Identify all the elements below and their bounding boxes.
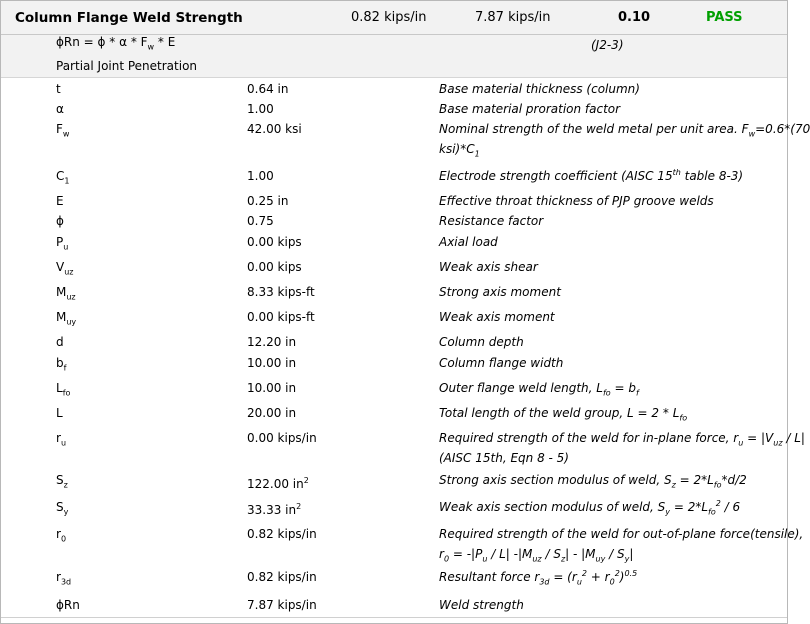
param-description-cont: $ksi)*C_1$ xyxy=(439,142,480,159)
param-description: Strong axis moment xyxy=(439,285,561,299)
param-value: 12.20 in xyxy=(247,335,297,349)
joint-type: Partial Joint Penetration xyxy=(56,59,198,73)
param-symbol: $r_0$ xyxy=(56,527,67,544)
param-description: Base material thickness (column) xyxy=(439,82,640,96)
formula-section xyxy=(1,35,787,78)
capacity-formula: $\phi Rn = \phi * \alpha * F_w * E$ xyxy=(56,35,176,52)
param-symbol: t xyxy=(56,82,61,96)
param-description: Weld strength xyxy=(439,598,524,612)
param-description-cont: (AISC 15th, Eqn 8 - 5) xyxy=(439,451,569,465)
param-value: 20.00 in xyxy=(247,406,297,420)
param-symbol: $M_{uz}$ xyxy=(56,285,76,302)
param-symbol: $F_w$ xyxy=(56,122,70,139)
param-symbol: $S_y$ xyxy=(56,500,69,517)
param-symbol: α xyxy=(56,102,64,116)
param-value: 10.00 in xyxy=(247,356,297,370)
param-symbol: $P_u$ xyxy=(56,235,69,252)
param-symbol: $M_{uy}$ xyxy=(56,310,77,327)
param-symbol: ϕ xyxy=(56,214,64,228)
status-badge: PASS xyxy=(706,10,743,25)
param-description: Total length of the weld group, $L = 2 * L_{fo}$ xyxy=(439,406,688,423)
param-description: Nominal strength of the weld metal per unit area. $F_w=0.6*(70$ xyxy=(439,122,810,139)
param-symbol: $V_{uz}$ xyxy=(56,260,74,277)
param-symbol: L xyxy=(56,406,63,420)
param-value: 0.00 kips xyxy=(247,260,302,274)
param-description: Base material proration factor xyxy=(439,102,621,116)
param-value: 7.87 kips/in xyxy=(247,598,317,612)
param-description: Effective throat thickness of PJP groove welds xyxy=(439,194,714,208)
param-description: Resultant force $r_{3d} = (r_u^2 + r_0^2)^{0.5}$ xyxy=(439,569,638,587)
param-description: Outer flange weld length, $L_{fo} = b_f$ xyxy=(439,381,639,398)
param-symbol: $b_f$ xyxy=(56,356,67,373)
param-symbol: d xyxy=(56,335,64,349)
param-description: Required strength of the weld for out-of-plane force(tensile), xyxy=(439,527,804,541)
param-value: 42.00 ksi xyxy=(247,122,302,136)
param-description: Resistance factor xyxy=(439,214,544,228)
param-description-cont: $r_0 = -|P_u / L|$ $-|M_{uz} / S_z| - |M_{uy} / S_y|$ xyxy=(439,547,634,564)
param-symbol: $C_1$ xyxy=(56,169,70,186)
param-symbol: ϕRn xyxy=(56,598,80,612)
ratio: 0.10 xyxy=(618,10,651,25)
param-description: Column depth xyxy=(439,335,524,349)
param-symbol: E xyxy=(56,194,64,208)
param-value: 33.33 $in^2$ xyxy=(247,502,302,517)
param-description: Required strength of the weld for in-plane force, $r_u = |V_{uz} / L|$ xyxy=(439,431,805,448)
param-description: Weak axis shear xyxy=(439,260,538,274)
param-value: 0.00 kips/in xyxy=(247,431,317,445)
param-value: 8.33 kips-ft xyxy=(247,285,315,299)
param-value: 0.25 in xyxy=(247,194,289,208)
param-value: 10.00 in xyxy=(247,381,297,395)
check-title: Column Flange Weld Strength xyxy=(15,10,243,26)
param-description: Axial load xyxy=(439,235,498,249)
param-symbol: $S_z$ xyxy=(56,473,68,490)
param-value: 0.64 in xyxy=(247,82,289,96)
param-value: 1.00 xyxy=(247,169,274,183)
param-description: Column flange width xyxy=(439,356,564,370)
param-value: 0.75 xyxy=(247,214,274,228)
param-value: 0.00 kips xyxy=(247,235,302,249)
param-value: 1.00 xyxy=(247,102,274,116)
param-symbol: $r_u$ xyxy=(56,431,67,448)
param-value: 122.00 $in^2$ xyxy=(247,476,309,491)
result-header xyxy=(1,1,787,35)
param-symbol: $L_{fo}$ xyxy=(56,381,71,398)
capacity: 7.87 kips/in xyxy=(475,10,551,25)
param-description: Strong axis section modulus of weld, $S_z = 2*L_{fo}*d/2$ xyxy=(439,473,747,490)
param-description: Weak axis moment xyxy=(439,310,555,324)
param-symbol: $r_{3d}$ xyxy=(56,570,72,587)
param-value: 0.00 kips-ft xyxy=(247,310,315,324)
param-description: Electrode strength coefficient (AISC 15th table 8-3) xyxy=(439,168,744,183)
formula-reference: (J2-3) xyxy=(591,38,624,52)
bottom-divider xyxy=(1,617,787,618)
param-value: 0.82 kips/in xyxy=(247,527,317,541)
param-description: Weak axis section modulus of weld, $S_y = 2*L_{fo}^2 / 6$ xyxy=(439,499,741,517)
param-value: 0.82 kips/in xyxy=(247,570,317,584)
required-strength: 0.82 kips/in xyxy=(351,10,427,25)
